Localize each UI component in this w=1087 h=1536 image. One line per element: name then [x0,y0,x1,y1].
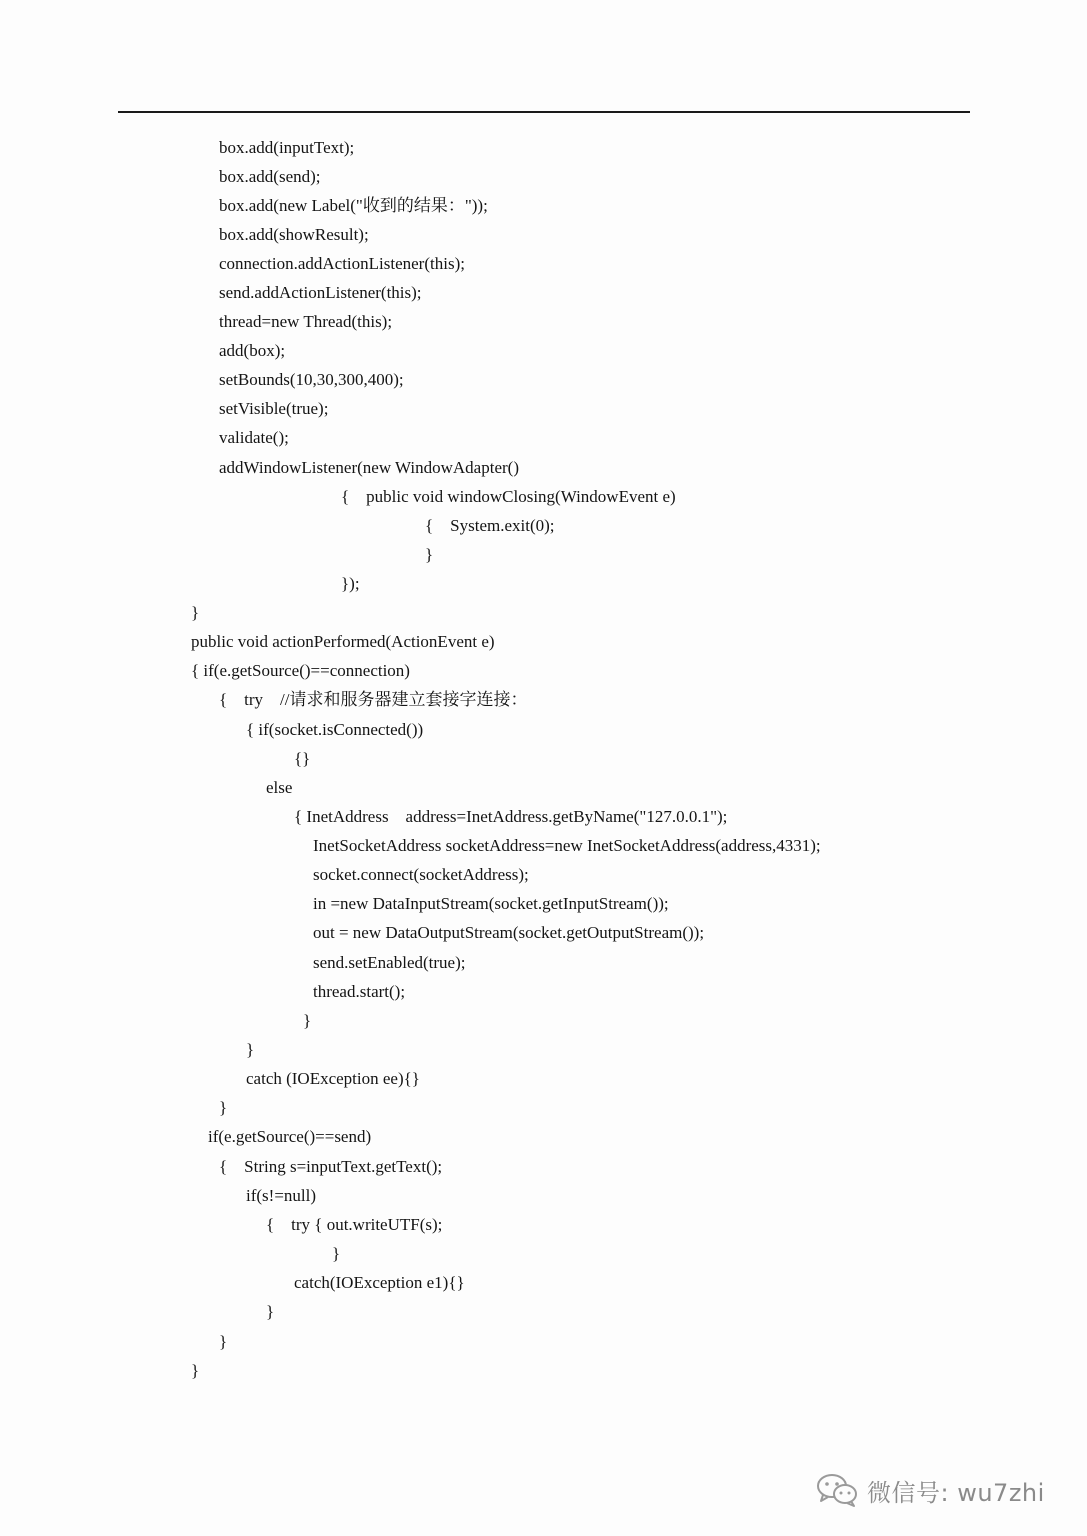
code-line: } [266,1302,275,1321]
code-line: } [332,1244,341,1263]
code-line: } [219,1098,228,1117]
code-line: public void actionPerformed(ActionEvent e) [191,632,495,651]
code-line: setVisible(true); [219,399,329,418]
code-line: catch(IOException e1){} [294,1273,465,1292]
code-line: { try //请求和服务器建立套接字连接： [219,690,528,709]
code-line: } [303,1011,312,1030]
code-line: addWindowListener(new WindowAdapter() [219,458,519,477]
code-line: } [425,545,434,564]
code-line: add(box); [219,341,286,360]
code-line: box.add(inputText); [219,138,355,157]
code-line: else [266,778,293,797]
code-line: socket.connect(socketAddress); [313,865,529,884]
watermark-text: 微信号: wu7zhi [867,1478,1045,1507]
code-line: { String s=inputText.getText(); [219,1157,443,1176]
code-line: in =new DataInputStream(socket.getInputStream()); [313,894,669,913]
code-line: send.setEnabled(true); [313,953,466,972]
code-line: catch (IOException ee){} [246,1069,420,1088]
header-rule [118,111,970,113]
code-line: }); [341,574,360,593]
wechat-icon [815,1472,859,1508]
code-line: box.add(new Label("收到的结果：")); [219,196,488,215]
code-line: { if(socket.isConnected()) [246,720,424,739]
code-line: thread.start(); [313,982,406,1001]
code-line: { if(e.getSource()==connection) [191,661,410,680]
code-line: setBounds(10,30,300,400); [219,370,404,389]
code-line: if(s!=null) [246,1186,317,1205]
code-line: out = new DataOutputStream(socket.getOutputStream()); [313,923,705,942]
code-line: } [219,1332,228,1351]
code-line: { try { out.writeUTF(s); [266,1215,443,1234]
code-line: thread=new Thread(this); [219,312,393,331]
code-line: } [191,603,200,622]
code-line: } [246,1040,255,1059]
code-line: box.add(send); [219,167,321,186]
code-line: validate(); [219,428,289,447]
code-line: box.add(showResult); [219,225,369,244]
code-line: InetSocketAddress socketAddress=new InetSocketAddress(address,4331); [313,836,821,855]
code-line: } [191,1361,200,1380]
wechat-watermark [815,1470,1045,1510]
code-line: { InetAddress address=InetAddress.getByName("127.0.0.1"); [294,807,728,826]
code-line: { System.exit(0); [425,516,555,535]
code-line: {} [294,749,311,768]
code-line: { public void windowClosing(WindowEvent e) [341,487,676,506]
code-line: if(e.getSource()==send) [208,1127,372,1146]
code-line: connection.addActionListener(this); [219,254,465,273]
code-line: send.addActionListener(this); [219,283,422,302]
